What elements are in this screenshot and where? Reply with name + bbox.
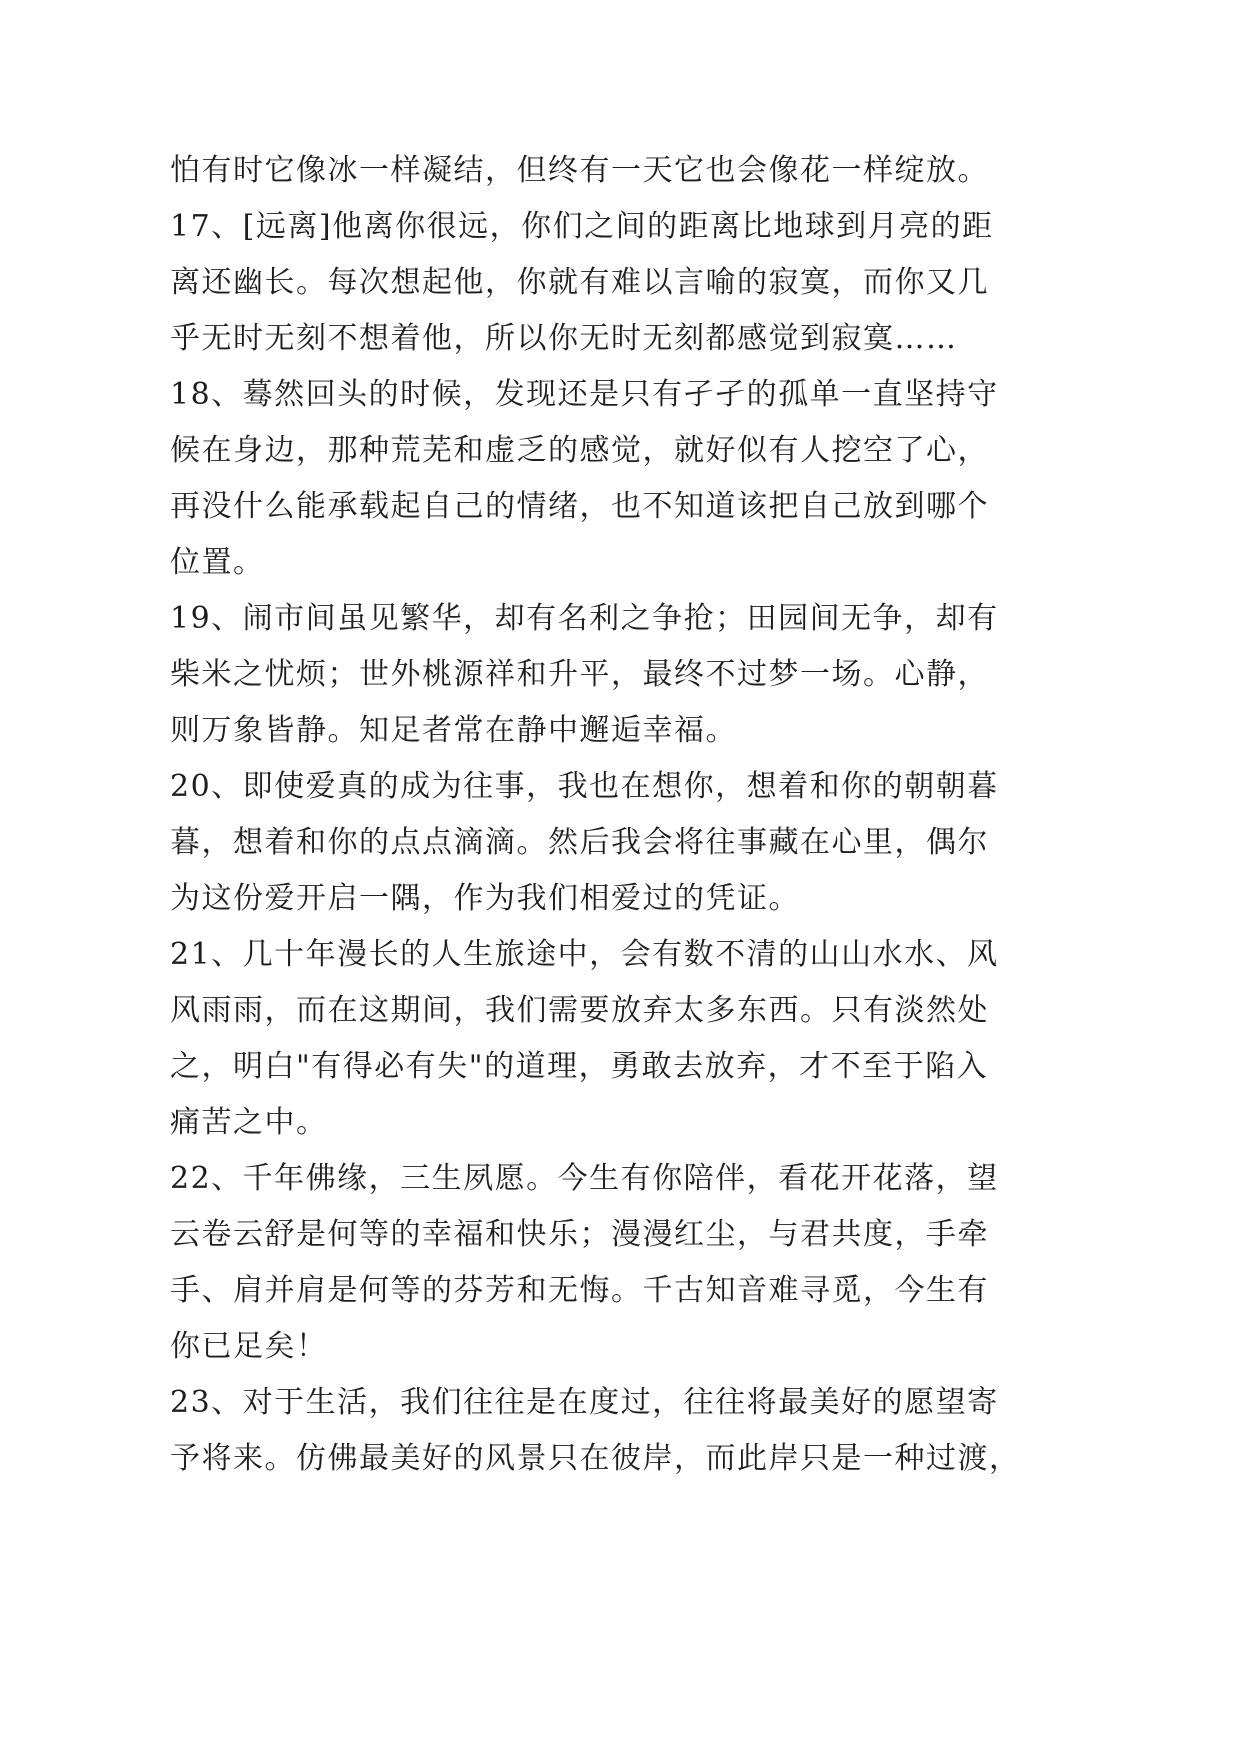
document-body [170,143,1021,1487]
text-line: 22、千年佛缘，三生夙愿。今生有你陪伴，看花开花落，望 [170,1161,999,1196]
text-line: 21、几十年漫长的人生旅途中，会有数不清的山山水水、风 [170,937,999,972]
text-line: 为这份爱开启一隅，作为我们相爱过的凭证。 [170,881,800,916]
text-line: 18、蓦然回头的时候，发现还是只有孑孑的孤单一直坚持守 [170,377,999,412]
text-line: 柴米之忧烦；世外桃源祥和升平，最终不过梦一场。心静， [170,657,989,692]
text-line: 20、即使爱真的成为往事，我也在想你，想着和你的朝朝暮 [170,769,999,804]
text-line: 位置。 [170,545,265,580]
text-line: 17、[远离]他离你很远，你们之间的距离比地球到月亮的距 [170,209,994,244]
text-line: 云卷云舒是何等的幸福和快乐；漫漫红尘，与君共度，手牵 [170,1217,989,1252]
text-line: 手、肩并肩是何等的芬芳和无悔。千古知音难寻觅，今生有 [170,1273,989,1308]
text-line: 你已足矣！ [170,1329,328,1364]
text-line: 予将来。仿佛最美好的风景只在彼岸，而此岸只是一种过渡， [170,1441,1021,1476]
text-line: 再没什么能承载起自己的情绪，也不知道该把自己放到哪个 [170,489,989,524]
text-line: 候在身边，那种荒芜和虚乏的感觉，就好似有人挖空了心， [170,433,989,468]
text-line: 乎无时无刻不想着他，所以你无时无刻都感觉到寂寞…… [170,321,958,356]
text-line: 痛苦之中。 [170,1105,328,1140]
text-line: 怕有时它像冰一样凝结，但终有一天它也会像花一样绽放。 [170,153,989,188]
text-line: 风雨雨，而在这期间，我们需要放弃太多东西。只有淡然处 [170,993,989,1028]
text-line: 则万象皆静。知足者常在静中邂逅幸福。 [170,713,737,748]
text-line: 离还幽长。每次想起他，你就有难以言喻的寂寞，而你又几 [170,265,989,300]
text-line: 19、闹市间虽见繁华，却有名利之争抢；田园间无争，却有 [170,601,999,636]
text-line: 之，明白"有得必有失"的道理，勇敢去放弃，才不至于陷入 [170,1049,989,1084]
text-line: 23、对于生活，我们往往是在度过，往往将最美好的愿望寄 [170,1385,999,1420]
text-line: 暮，想着和你的点点滴滴。然后我会将往事藏在心里，偶尔 [170,825,989,860]
